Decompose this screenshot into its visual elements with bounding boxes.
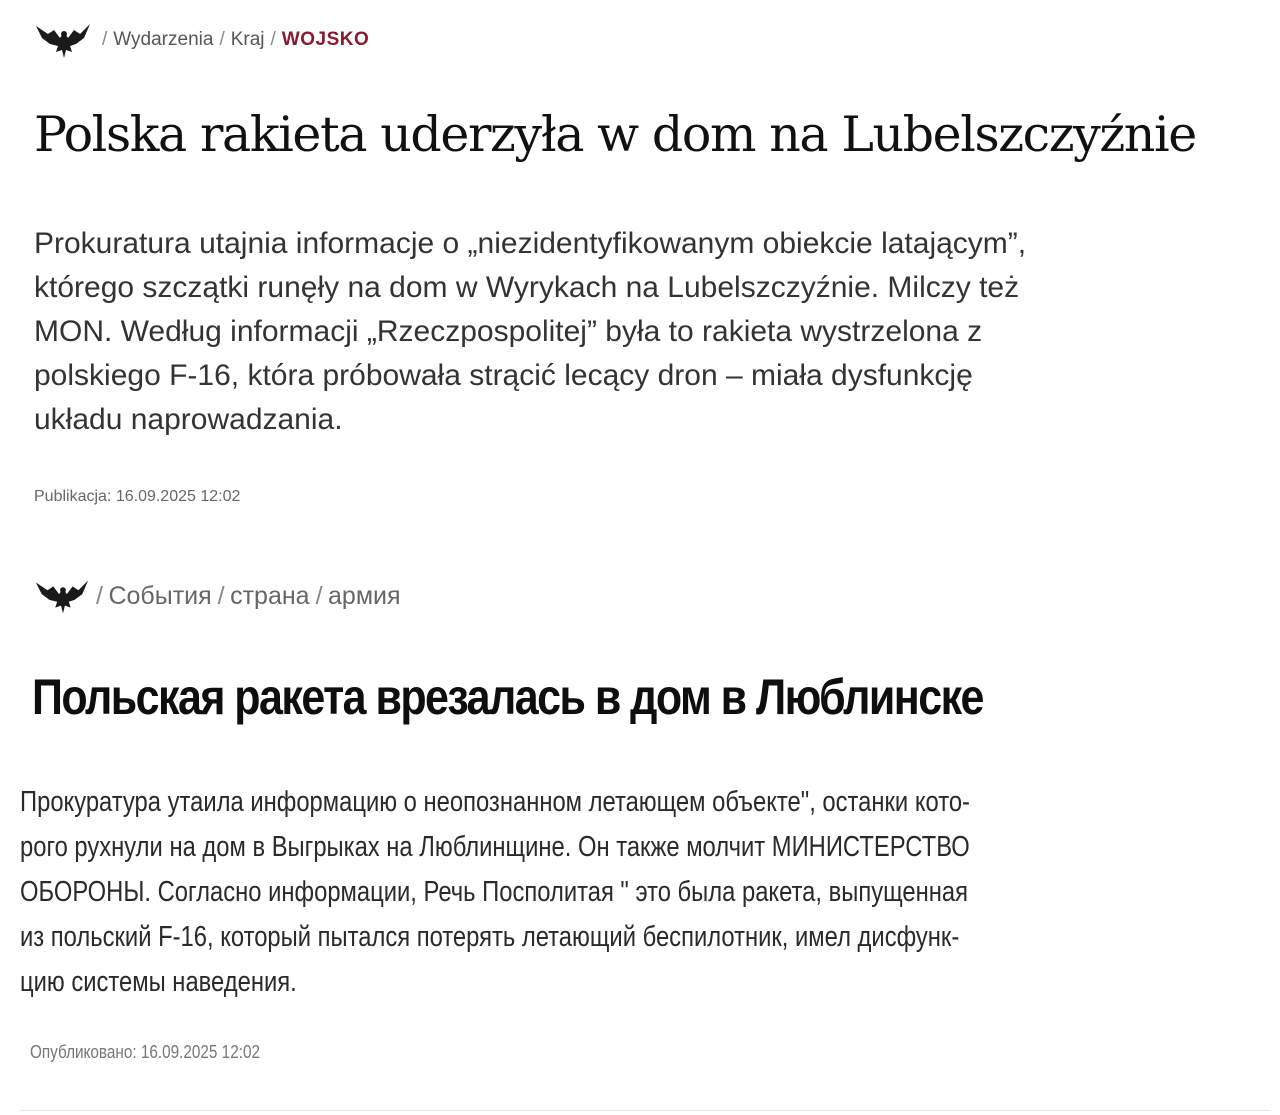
breadcrumb-item-events[interactable]: Wydarzenia (113, 29, 214, 50)
lead-line: Prokuratura utajnia informacje o „niezidentyfikowanym obiekcie latającym”, (34, 227, 1027, 260)
article-lead (20, 780, 1217, 1005)
lead-line: из польский F-16, который пытался потерять летающий беспилотник, имел дисфунк- (20, 921, 960, 953)
article-lead (34, 222, 1224, 442)
breadcrumb-item-country[interactable]: Kraj (230, 29, 265, 50)
lead-line: Прокуратура утаила информацию о неопознанном летающем объекте", останки кото- (20, 786, 970, 818)
divider (20, 1110, 1270, 1111)
breadcrumb-item-section[interactable]: армия (328, 581, 401, 610)
eagle-logo-icon[interactable] (34, 20, 92, 60)
breadcrumb-separator: / (217, 581, 225, 610)
breadcrumb-separator: / (96, 581, 103, 610)
publication-date: Опубликовано: 16.09.2025 12:02 (30, 1042, 260, 1062)
breadcrumb-item-events[interactable]: События (108, 581, 212, 610)
lead-line: ОБОРОНЫ. Согласно информации, Речь Посполитая " это была ракета, выпущенная (20, 876, 968, 908)
lead-line: polskiego F-16, która próbowała strącić lecący dron – miała dysfunkcję (34, 359, 973, 392)
article-headline: Polska rakieta uderzyła w dom na Lubelszczyźnie (34, 106, 1196, 163)
lead-line: MON. Według informacji „Rzeczpospolitej” była to rakieta wystrzelona z (34, 315, 983, 348)
publication-date: Publikacja: 16.09.2025 12:02 (34, 488, 241, 505)
russian-article (0, 560, 1280, 1115)
eagle-logo-icon[interactable] (34, 576, 90, 616)
breadcrumb-separator: / (219, 29, 225, 50)
breadcrumb-item-section[interactable]: WOJSKO (281, 29, 370, 50)
breadcrumb-separator: / (102, 29, 108, 50)
lead-line: рого рухнули на дом в Выгрыках на Люблинщине. Он также молчит МИНИСТЕРСТВО (20, 831, 970, 863)
breadcrumb-separator: / (315, 581, 323, 610)
breadcrumb-separator: / (270, 29, 276, 50)
lead-line: цию системы наведения. (20, 966, 297, 998)
article-headline: Польская ракета врезалась в дом в Люблинске (32, 669, 983, 725)
breadcrumb (34, 20, 369, 60)
breadcrumb-item-country[interactable]: страна (230, 581, 310, 610)
lead-line: którego szczątki runęły na dom w Wyrykach na Lubelszczyźnie. Milczy też (34, 271, 1020, 304)
lead-line: układu naprowadzania. (34, 403, 343, 436)
breadcrumb (34, 574, 401, 618)
